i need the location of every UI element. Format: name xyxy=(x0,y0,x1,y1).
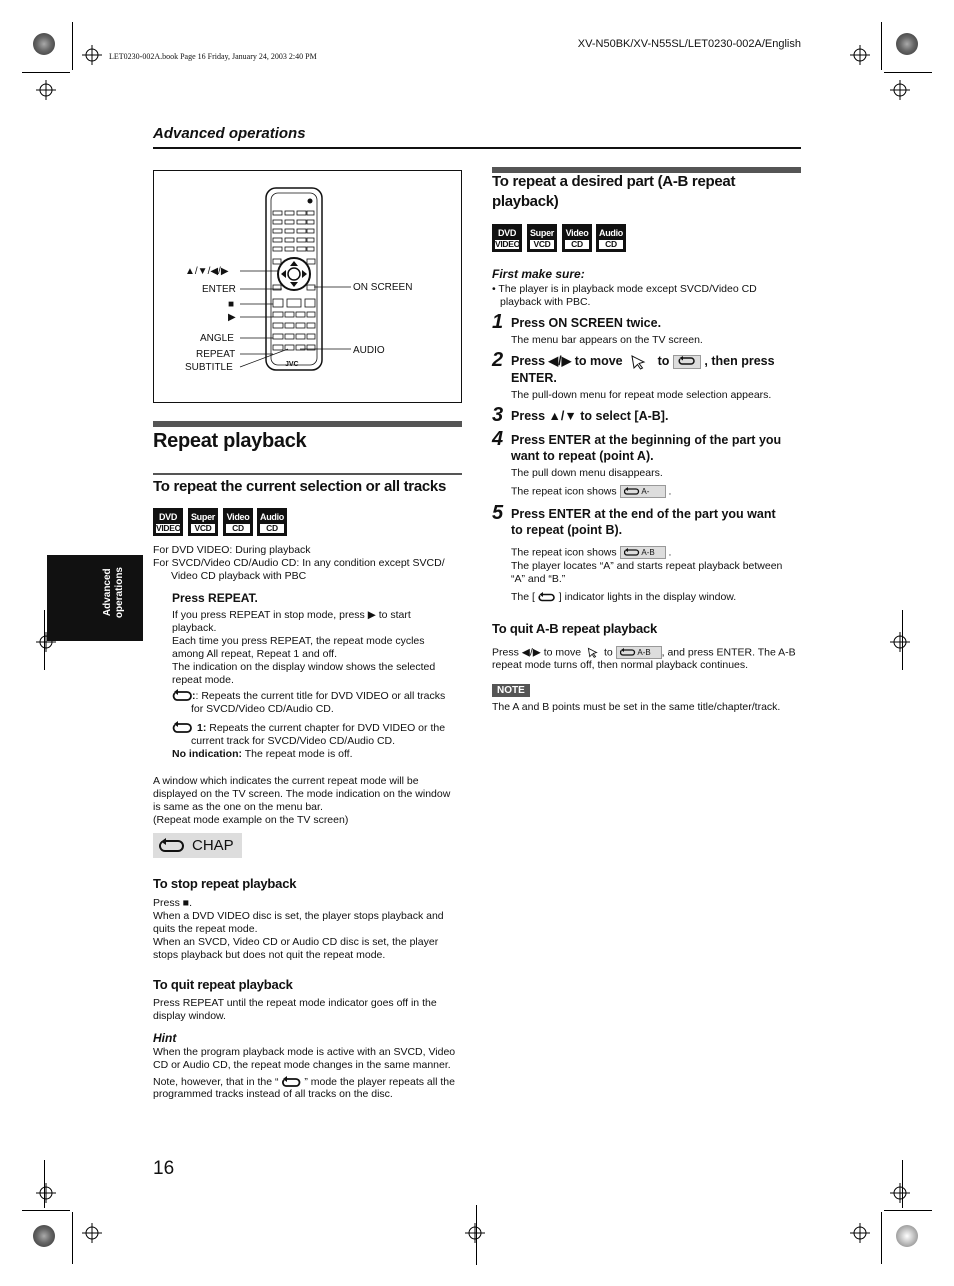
step-number: 1 xyxy=(492,311,504,333)
repeat-all-desc-2: for SVCD/Video CD/Audio CD. xyxy=(191,703,334,715)
side-tab xyxy=(47,555,143,641)
crop-mark xyxy=(72,1212,73,1264)
cursor-arrow-icon xyxy=(630,354,646,370)
video-cd-logo: Video CD xyxy=(223,508,253,536)
remote-label-stop: ■ xyxy=(228,299,235,310)
repeat-icon xyxy=(624,487,640,496)
crop-mark xyxy=(476,1205,477,1265)
repeat-icon xyxy=(159,838,185,854)
press-repeat-heading: Press REPEAT. xyxy=(172,591,258,605)
step-4-text: Press ENTER at the beginning of the part you want to repeat (point A). xyxy=(511,433,782,463)
step-number: 5 xyxy=(492,502,504,524)
intro-text: For DVD VIDEO: During playback For SVCD/Video CD/Audio CD: In any condition except SVCD/ Video CD playback with PBC xyxy=(153,544,445,582)
crosshair-icon xyxy=(36,80,56,100)
no-indication-desc: No indication: The repeat mode is off. xyxy=(172,748,353,760)
step-1-sub: The menu bar appears on the TV screen. xyxy=(511,334,703,346)
remote-label-audio: AUDIO xyxy=(353,345,385,356)
print-registration-disc xyxy=(33,1225,55,1247)
audio-cd-logo: Audio CD xyxy=(257,508,287,536)
step-2-sub: The pull-down menu for repeat mode selection appears. xyxy=(511,389,772,401)
step-5-sub-2: The player locates “A” and starts repeat playback between “A” and “B.” xyxy=(511,560,783,585)
crop-mark xyxy=(902,1160,903,1208)
step-number: 3 xyxy=(492,404,504,426)
subsection-title: To repeat the current selection or all tracks xyxy=(153,478,446,495)
quit-ab-heading: To quit A-B repeat playback xyxy=(492,621,658,636)
step-5-text: Press ENTER at the end of the part you want to repeat (point B). xyxy=(511,507,776,537)
first-make-sure-desc: • The player is in playback mode except SVCD/Video CD playback with PBC. xyxy=(492,283,757,308)
print-registration-disc xyxy=(896,33,918,55)
repeat-icon xyxy=(281,1076,301,1088)
repeat-a-indicator: A- xyxy=(620,485,666,498)
step-5-sub-3: The [ ] indicator lights in the display window. xyxy=(511,591,737,603)
repeat-icon xyxy=(172,689,192,703)
crosshair-icon xyxy=(465,1223,485,1243)
repeat-one-desc: 1: Repeats the current chapter for DVD VIDEO or the xyxy=(197,722,446,734)
book-info: LET0230-002A.book Page 16 Friday, January 24, 2003 2:40 PM xyxy=(109,52,317,61)
crop-mark xyxy=(902,610,903,670)
page-number: 16 xyxy=(153,1158,175,1179)
remote-brand-logo: JVC xyxy=(285,361,299,368)
remote-illustration-box xyxy=(153,170,462,403)
crop-mark xyxy=(881,1212,882,1264)
hint-desc: When the program playback mode is active with an SVCD, Video CD or Audio CD, the repeat mode changes in the same manner. xyxy=(153,1046,456,1071)
repeat-ab-indicator: A-B xyxy=(620,546,666,559)
crosshair-icon xyxy=(890,1183,910,1203)
crosshair-icon xyxy=(36,1183,56,1203)
print-registration-disc xyxy=(33,33,55,55)
note-badge: NOTE xyxy=(492,684,530,697)
repeat-icon xyxy=(624,548,640,557)
repeat-one-desc-2: current track for SVCD/Video CD/Audio CD. xyxy=(191,735,396,747)
note-text: The A and B points must be set in the same title/chapter/track. xyxy=(492,701,781,713)
step-1-text: Press ON SCREEN twice. xyxy=(511,316,662,330)
side-tab-label: Advanced operations xyxy=(102,567,125,619)
step-5-sub-1: The repeat icon shows A-B . xyxy=(511,546,672,559)
remote-label-play: ▶ xyxy=(228,312,236,323)
crop-mark xyxy=(22,72,70,73)
step-number: 4 xyxy=(492,428,504,450)
remote-label-enter: ENTER xyxy=(202,284,236,295)
step-4-sub-2: The repeat icon shows A- . xyxy=(511,485,672,498)
crop-mark xyxy=(884,1210,932,1211)
crosshair-icon xyxy=(850,1223,870,1243)
subsection-bar xyxy=(153,473,462,475)
step-3-text: Press ▲/▼ to select [A-B]. xyxy=(511,409,669,423)
page-title: Repeat playback xyxy=(153,430,307,452)
remote-label-on-screen: ON SCREEN xyxy=(353,282,413,293)
dvd-video-logo: DVD VIDEO xyxy=(153,508,183,536)
crop-mark xyxy=(44,1160,45,1208)
chap-label: CHAP xyxy=(192,837,234,854)
repeat-icon xyxy=(172,721,192,735)
repeat-icon xyxy=(538,592,556,603)
model-header: XV-N50BK/XV-N55SL/LET0230-002A/English xyxy=(577,38,801,50)
remote-label-arrows: ▲/▼/◀/▶ xyxy=(185,266,229,277)
quit-ab-desc-2: repeat mode turns off, then normal playback continues. xyxy=(492,659,749,671)
repeat-icon xyxy=(678,356,696,366)
quit-repeat-desc: Press REPEAT until the repeat mode indicator goes off in the display window. xyxy=(153,997,437,1022)
crosshair-icon xyxy=(82,1223,102,1243)
chap-repeat-indicator xyxy=(153,833,242,858)
dvd-video-logo: DVD VIDEO xyxy=(492,224,522,252)
header-rule xyxy=(153,147,801,149)
step-2-text: Press ◀/▶ to move to , then press ENTER. xyxy=(511,354,775,385)
hint-note-2: programmed tracks instead of all tracks on the disc. xyxy=(153,1088,393,1100)
crosshair-icon xyxy=(890,80,910,100)
tv-window-desc: A window which indicates the current repeat mode will be displayed on the TV screen. The mode indication on the window is same as the one on the menu bar. (Repeat mode example on the TV screen) xyxy=(153,775,451,826)
remote-label-subtitle: SUBTITLE xyxy=(185,362,233,373)
repeat-ab-indicator: A-B xyxy=(616,646,662,659)
crop-mark xyxy=(72,22,73,70)
repeat-all-desc: :: Repeats the current title for DVD VIDEO or all tracks xyxy=(192,690,446,702)
remote-label-angle: ANGLE xyxy=(200,333,234,344)
crosshair-icon xyxy=(850,45,870,65)
crosshair-icon xyxy=(82,45,102,65)
crop-mark xyxy=(884,72,932,73)
crosshair-icon xyxy=(890,632,910,652)
ab-repeat-title: To repeat a desired part (A-B repeat playback) xyxy=(492,173,736,210)
super-vcd-logo: Super VCD xyxy=(188,508,218,536)
cursor-arrow-icon xyxy=(587,647,598,658)
crop-mark xyxy=(44,610,45,670)
press-repeat-desc: If you press REPEAT in stop mode, press ▶ to start playback. Each time you press REPEAT, the repeat mode cycles among All repeat, Repeat 1 and off. The indication on the display window shows the selected repeat mode. xyxy=(172,609,436,686)
remote-label-repeat: REPEAT xyxy=(196,349,236,360)
super-vcd-logo: Super VCD xyxy=(527,224,557,252)
audio-cd-logo: Audio CD xyxy=(596,224,626,252)
hint-heading: Hint xyxy=(153,1031,177,1045)
stop-repeat-heading: To stop repeat playback xyxy=(153,876,297,891)
video-cd-logo: Video CD xyxy=(562,224,592,252)
stop-repeat-desc: Press ■. When a DVD VIDEO disc is set, the player stops playback and quits the repeat mode. When an SVCD, Video CD or Audio CD disc is set, the player stops playback but does not quit the repeat mode. xyxy=(153,897,444,961)
print-registration-disc xyxy=(896,1225,918,1247)
crop-mark xyxy=(881,22,882,70)
step-number: 2 xyxy=(492,349,504,371)
quit-ab-desc: Press ◀/▶ to move to A-B , and press ENTER. The A-B xyxy=(492,646,796,659)
section-bar xyxy=(153,421,462,427)
crop-mark xyxy=(22,1210,70,1211)
first-make-sure: First make sure: xyxy=(492,267,585,281)
section-header: Advanced operations xyxy=(153,125,306,142)
hint-note: Note, however, that in the “ ” mode the player repeats all the xyxy=(153,1076,455,1088)
repeat-menu-icon xyxy=(673,355,701,369)
quit-repeat-heading: To quit repeat playback xyxy=(153,977,293,992)
repeat-icon xyxy=(620,648,636,657)
step-4-sub-1: The pull down menu disappears. xyxy=(511,467,663,479)
